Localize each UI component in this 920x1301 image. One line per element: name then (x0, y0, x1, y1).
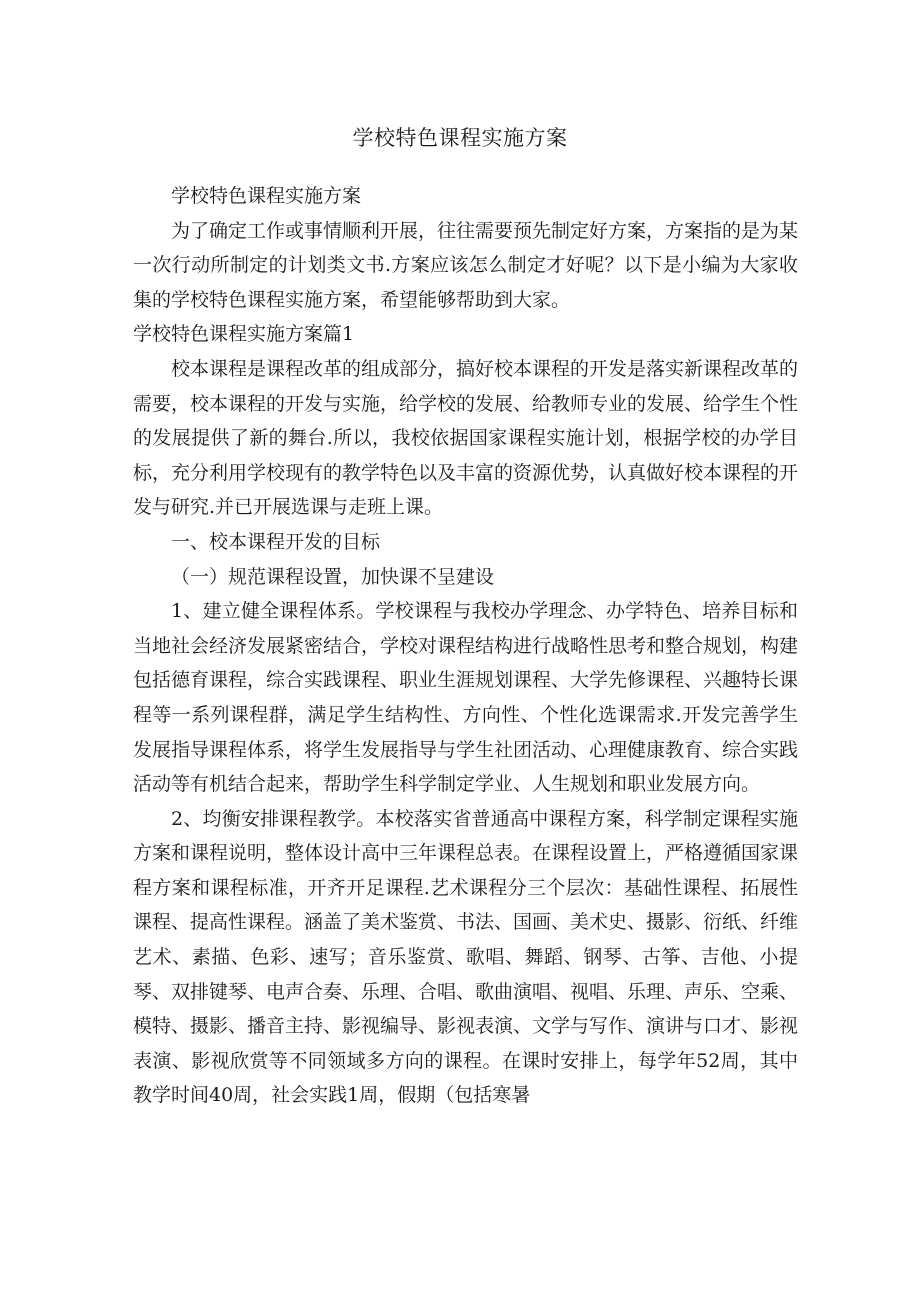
document-title: 学校特色课程实施方案 (352, 126, 568, 150)
paragraph: 2、均衡安排课程教学。本校落实省普通高中课程方案，科学制定课程实施方案和课程说明，整体设计高中三年课程总表。在课程设置上，严格遵循国家课程方案和课程标准，开齐开足课程.艺术课程分三个层次：基础性课程、拓展性课程、提高性课程。涵盖了美术鉴赏、书法、国画、美术史、摄影、衍纸、纤维艺术、素描、色彩、速写；音乐鉴赏、歌唱、舞蹈、钢琴、古筝、吉他、小提琴、双排键琴、电声合奏、乐理、合唱、歌曲演唱、视唱、乐理、声乐、空乘、模特、摄影、播音主持、影视编导、影视表演、文学与写作、演讲与口才、影视表演、影视欣赏等不同领域多方向的课程。在课时安排上，每学年52周，其中教学时间40周，社会实践1周，假期（包括寒暑 (133, 807, 799, 1107)
section-heading: 一、校本课程开发的目标 (171, 530, 381, 553)
subsection-heading: （一）规范课程设置，加快课不呈建设 (171, 565, 495, 588)
paragraph: 学校特色课程实施方案 (171, 185, 362, 207)
paragraph: 为了确定工作或事情顺利开展，往往需要预先制定好方案，方案指的是为某一次行动所制定的计划类文书.方案应该怎么制定才好呢？以下是小编为大家收集的学校特色课程实施方案，希望能够帮助到大家。 (133, 219, 799, 311)
paragraph: 校本课程是课程改革的组成部分，搞好校本课程的开发是落实新课程改革的需要，校本课程的开发与实施，给学校的发展、给教师专业的发展、给学生个性的发展提供了新的舞台.所以，我校依据国家课程实施计划，根据学校的办学目标，充分利用学校现有的教学特色以及丰富的资源优势，认真做好校本课程的开发与研究.并已开展选课与走班上课。 (133, 357, 799, 519)
document-body (133, 179, 798, 1113)
paragraph: 1、建立健全课程体系。学校课程与我校办学理念、办学特色、培养目标和当地社会经济发展紧密结合，学校对课程结构进行战略性思考和整合规划，构建包括德育课程，综合实践课程、职业生涯规划课程、大学先修课程、兴趣特长课程等一系列课程群，满足学生结构性、方向性、个性化选课需求.开发完善学生发展指导课程体系，将学生发展指导与学生社团活动、心理健康教育、综合实践活动等有机结合起来，帮助学生科学制定学业、人生规划和职业发展方向。 (133, 600, 799, 796)
section-heading: 学校特色课程实施方案篇1 (133, 323, 355, 346)
